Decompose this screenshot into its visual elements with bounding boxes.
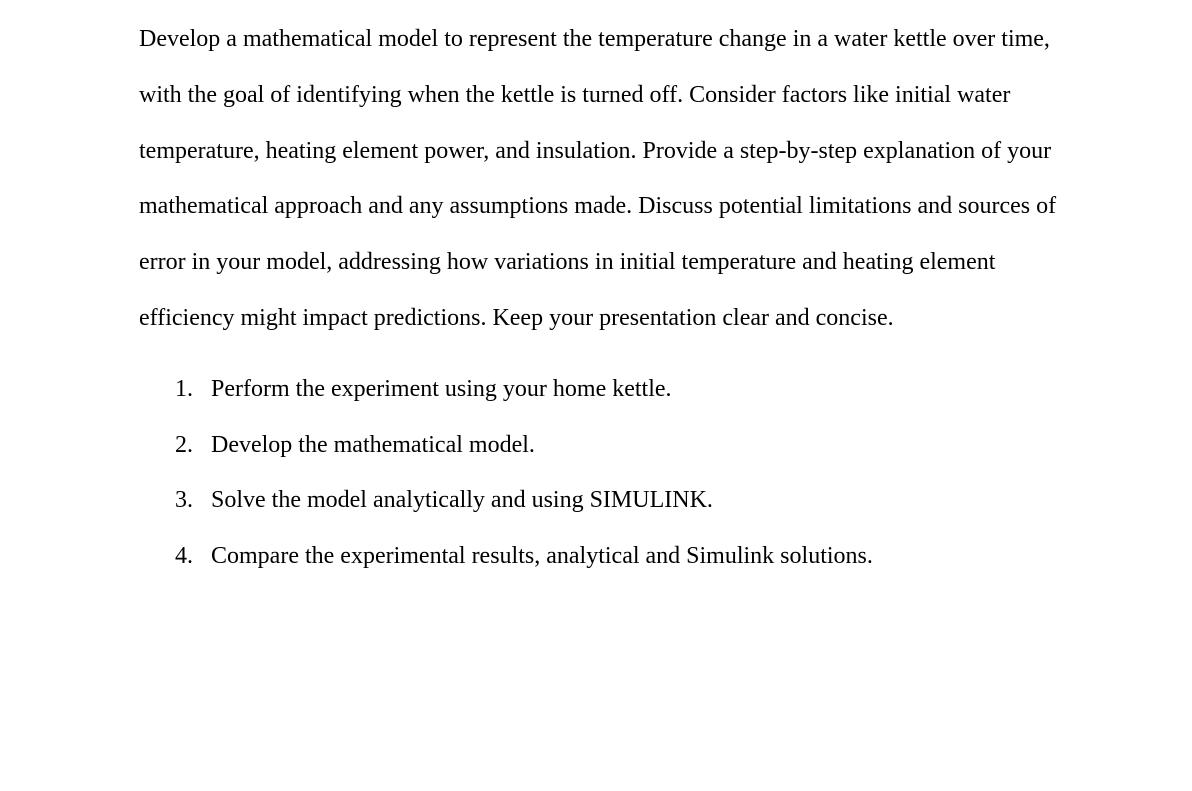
list-item-text: Develop the mathematical model. xyxy=(211,431,535,458)
steps-list xyxy=(0,370,1192,592)
list-item xyxy=(0,481,1192,537)
list-item-number: 3. xyxy=(175,487,193,513)
paragraph-line: temperature, heating element power, and insulation. Provide a step-by-step explanation of your xyxy=(139,137,1052,164)
list-item xyxy=(0,426,1192,482)
paragraph-line: Develop a mathematical model to represent the temperature change in a water kettle over time, xyxy=(139,26,1050,52)
list-item-number: 1. xyxy=(175,376,193,402)
instructions-paragraph xyxy=(139,20,1079,355)
list-item-text: Perform the experiment using your home kettle. xyxy=(211,376,672,402)
list-item xyxy=(0,537,1192,593)
list-item-text: Solve the model analytically and using SIMULINK. xyxy=(211,487,713,513)
list-item-number: 2. xyxy=(175,431,193,458)
paragraph-line: error in your model, addressing how variations in initial temperature and heating element xyxy=(139,249,996,276)
list-item-text: Compare the experimental results, analytical and Simulink solutions. xyxy=(211,542,873,569)
paragraph-line: mathematical approach and any assumptions made. Discuss potential limitations and sources of xyxy=(139,193,1057,220)
list-item xyxy=(0,370,1192,426)
list-item-number: 4. xyxy=(175,542,193,569)
paragraph-line: with the goal of identifying when the kettle is turned off. Consider factors like initial water xyxy=(139,81,1011,108)
paragraph-line: efficiency might impact predictions. Keep your presentation clear and concise. xyxy=(139,304,894,331)
